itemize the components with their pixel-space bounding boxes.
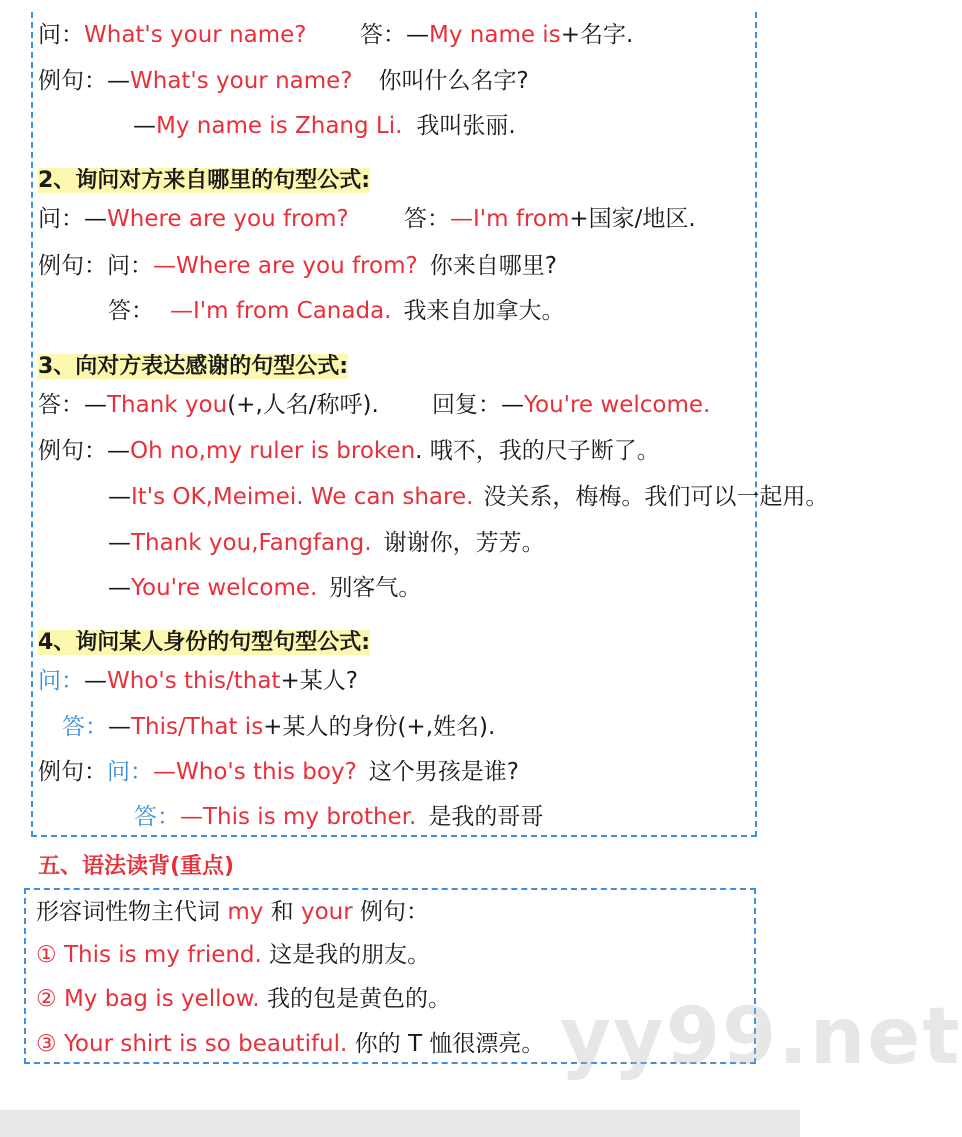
s5-item-1 <box>36 940 430 970</box>
s2-example-line-2 <box>108 296 565 326</box>
s1-a-tail: +名字. <box>560 22 634 48</box>
s5-item-3-en: Your shirt is so beautiful. <box>63 1031 348 1057</box>
s4-ex2-label: 答： <box>134 804 180 830</box>
s2-a-text: —I'm from <box>450 206 570 232</box>
s3-example-line-4 <box>108 573 421 603</box>
s3-ex3-en: Thank you,Fangfang. <box>131 530 372 556</box>
s2-ex1-en: —Where are you from? <box>153 253 418 279</box>
s5-item-2-num: ② <box>36 986 57 1012</box>
s4-answer-line: 答：—This/That is+某人的身份(+,姓名). <box>62 714 496 740</box>
s5-item-2-en: My bag is yellow. <box>63 986 260 1012</box>
s4-example-line-1 <box>38 757 519 787</box>
s2-example-line-1 <box>38 251 557 281</box>
s2-answer-line <box>404 204 696 234</box>
s3-r-label: 回复：— <box>432 392 524 418</box>
page-bottom-strip <box>0 1110 800 1137</box>
s3-ex1-zh: . 哦不，我的尺子断了。 <box>415 438 660 464</box>
s4-q-label: 问： <box>38 668 84 694</box>
s4-q-tail: +某人? <box>280 668 358 694</box>
s4-ex2-zh: 是我的哥哥 <box>428 804 544 830</box>
s3-ex3-dash: — <box>108 530 131 556</box>
s5-item-1-en: This is my friend. <box>63 942 262 968</box>
s3-ex4-en: You're welcome. <box>131 575 318 601</box>
s5-item-3-zh: 你的 T 恤很漂亮。 <box>354 1031 545 1057</box>
s3-ex2-en: It's OK,Meimei. We can share. <box>131 484 474 510</box>
s1-answer-line <box>360 20 633 50</box>
s3-title: 3、向对方表达感谢的句型公式: <box>38 354 349 379</box>
s5-item-3-num: ③ <box>36 1031 57 1057</box>
s2-question-line <box>38 204 349 234</box>
s4-ex-q-label: 问： <box>107 759 153 785</box>
s4-a-text: This/That is <box>131 714 264 740</box>
s5-item-2-zh: 我的包是黄色的。 <box>266 986 451 1012</box>
s3-ex1-en: Oh no,my ruler is broken <box>130 438 416 464</box>
s4-a-tail: +某人的身份(+,姓名). <box>263 714 496 740</box>
s5-item-1-zh: 这是我的朋友。 <box>269 942 431 968</box>
s3-ex2-dash: — <box>108 484 131 510</box>
s4-question-line: 问：—Who's this/that+某人? <box>38 668 358 694</box>
s3-answer-line <box>38 390 379 420</box>
s3-ex-label: 例句：— <box>38 438 130 464</box>
s1-ex2-en: My name is Zhang Li. <box>156 113 403 139</box>
s2-ex-label: 例句：问： <box>38 253 153 279</box>
s3-a-label: 答：— <box>38 392 107 418</box>
s3-r-text: You're welcome. <box>524 392 711 418</box>
s1-ex1-en: What's your name? <box>130 68 353 94</box>
s4-ex1-zh: 这个男孩是谁? <box>368 759 519 785</box>
s4-ex2-en: —This is my brother. <box>180 804 417 830</box>
s1-q-text: What's your name? <box>84 22 307 48</box>
s3-a-text: Thank you <box>107 392 228 418</box>
s2-q-text: Where are you from? <box>107 206 349 232</box>
s5-item-3 <box>36 1029 544 1059</box>
s3-reply-line <box>432 390 710 420</box>
s2-ex2-zh: 我来自加拿大。 <box>403 298 565 324</box>
s3-ex4-dash: — <box>108 575 131 601</box>
s1-q-label: 问： <box>38 22 84 48</box>
s2-ex2-en: —I'm from Canada. <box>170 298 392 324</box>
s3-ex4-zh: 别客气。 <box>329 575 422 601</box>
s2-q-label: 问：— <box>38 206 107 232</box>
s5-item-1-num: ① <box>36 942 57 968</box>
s4-a-label: 答： <box>62 714 108 740</box>
s3-example-line-3 <box>108 528 545 558</box>
s5-intro-line: 形容词性物主代词 my 和 your 例句： <box>36 899 429 925</box>
s5-title: 五、语法读背(重点) <box>38 854 235 879</box>
s3-example-line-2 <box>108 482 828 512</box>
s4-example-line-2 <box>134 802 543 832</box>
s1-question-line <box>38 20 307 50</box>
s3-ex2-zh: 没关系，梅梅。我们可以一起用。 <box>483 484 829 510</box>
s2-a-label: 答： <box>404 206 450 232</box>
s2-title: 2、询问对方来自哪里的句型公式: <box>38 168 371 193</box>
s4-ex-label: 例句： <box>38 759 107 785</box>
s2-ex2-label: 答： <box>108 298 154 324</box>
s4-title: 4、询问某人身份的句型句型公式: <box>38 630 371 655</box>
s1-ex-label: 例句：— <box>38 68 130 94</box>
s1-ex2-dash: — <box>133 113 156 139</box>
s2-a-tail: +国家/地区. <box>569 206 696 232</box>
s3-ex3-zh: 谢谢你，芳芳。 <box>383 530 545 556</box>
s1-a-text: My name is <box>429 22 561 48</box>
s1-example-line-2 <box>133 111 516 141</box>
s4-q-text: Who's this/that <box>107 668 281 694</box>
s2-ex1-zh: 你来自哪里? <box>429 253 557 279</box>
watermark: yy99.net <box>560 992 962 1082</box>
s3-a-tail: (+,人名/称呼). <box>227 392 379 418</box>
s4-ex1-en: —Who's this boy? <box>153 759 357 785</box>
s1-ex1-zh: 你叫什么名字? <box>378 68 529 94</box>
s3-example-line-1 <box>38 436 660 466</box>
s1-a-label: 答：— <box>360 22 429 48</box>
s1-example-line-1 <box>38 66 529 96</box>
s1-ex2-zh: 我叫张丽. <box>416 113 516 139</box>
s5-item-2 <box>36 984 451 1014</box>
